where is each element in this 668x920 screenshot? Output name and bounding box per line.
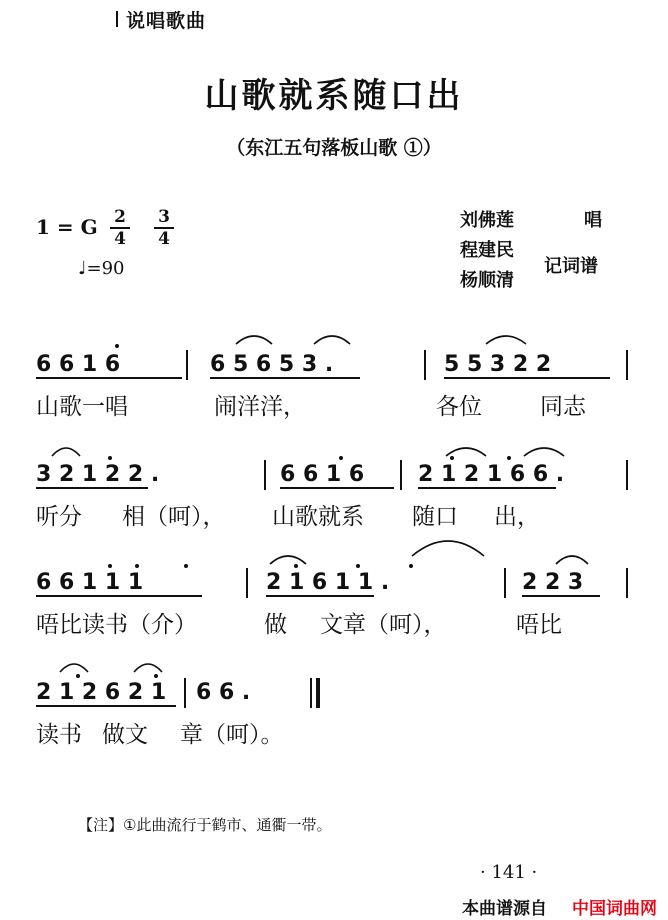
slur: [236, 336, 272, 344]
high-dot: [76, 674, 80, 678]
high-dot: [294, 564, 298, 568]
high-dot: [450, 456, 454, 460]
time-signature-1-den: 4: [114, 229, 126, 249]
line1-measure3: 5 5 3 2 2: [444, 352, 552, 377]
slur: [556, 556, 588, 564]
line2-lyric-a: 听分: [36, 504, 82, 530]
line4-lyric-c: 章（呵）。: [180, 722, 284, 748]
line2-lyric-b: 相（呵），: [122, 504, 226, 530]
page-number: · 141 ·: [480, 862, 538, 883]
line4-measure1: 2 1 2 6 2 1: [36, 680, 167, 705]
line3-lyric-d: 唔比: [516, 612, 562, 638]
slur: [270, 556, 306, 564]
slur: [314, 336, 350, 344]
line1-measure2: 6 5 6 5 3 .: [210, 352, 334, 377]
line4-lyric-b: 做文: [102, 722, 148, 748]
high-dot: [184, 564, 188, 568]
slur: [134, 664, 162, 672]
high-dot: [356, 564, 360, 568]
slur: [60, 664, 88, 672]
line1-lyric-a: 山歌一唱: [36, 394, 128, 420]
slur: [52, 448, 80, 456]
line2-lyric-e: 出，: [494, 504, 540, 530]
high-dot: [507, 456, 511, 460]
line1-lyric-c: 各位: [436, 394, 482, 420]
song-subtitle: （东江五句落板山歌 ①）: [226, 137, 442, 159]
recorder-name-2: 杨顺清: [460, 270, 514, 291]
high-dot: [135, 564, 139, 568]
slur: [524, 448, 564, 456]
time-signature-2-den: 4: [158, 229, 170, 249]
line1-measure1: 6 6 1 6: [36, 352, 121, 377]
line3-measure2: 2 1 6 1 1 .: [266, 570, 390, 595]
key-signature: 1 = G: [36, 215, 98, 239]
song-title: 山歌就系随口出: [204, 76, 464, 116]
line2-lyric-c: 山歌就系: [272, 504, 364, 530]
octave-dots: [76, 344, 511, 678]
time-signature-1-num: 2: [114, 207, 126, 227]
line1-lyric-b: 闹洋洋，: [214, 394, 306, 420]
high-dot: [154, 674, 158, 678]
line3-lyric-b: 做: [264, 612, 287, 638]
slur: [412, 541, 484, 556]
line2-measure1: 3 2 1 2 2 .: [36, 462, 160, 487]
line4-lyric-a: 读书: [36, 722, 82, 748]
line3-measure3: 2 2 3: [522, 570, 584, 595]
source-site[interactable]: 中国词曲网: [572, 899, 657, 919]
recorder-name-1: 程建民: [460, 240, 514, 261]
line4-measure2: 6 6 .: [196, 680, 251, 705]
source-label: 本曲谱源自: [462, 899, 547, 919]
high-dot: [108, 456, 112, 460]
line2-measure3: 2 1 2 1 6 6 .: [418, 462, 565, 487]
high-dot: [108, 564, 112, 568]
high-dot: [115, 344, 119, 348]
line3-lyric-c: 文章（呵），: [320, 612, 447, 638]
slur-marks: [52, 336, 588, 672]
time-signature-2-num: 3: [158, 207, 170, 227]
slur: [446, 448, 486, 456]
singer-name: 刘佛莲: [460, 210, 514, 231]
singer-role: 唱: [584, 210, 602, 231]
line2-measure2: 6 6 1 6: [280, 462, 365, 487]
high-dot: [339, 456, 343, 460]
line1-lyric-d: 同志: [540, 394, 586, 420]
section-header: 说唱歌曲: [126, 10, 207, 32]
beam-lines: [36, 378, 610, 706]
footnote: 【注】①此曲流行于鹤市、通衢一带。: [78, 816, 332, 834]
high-dot: [409, 564, 413, 568]
line3-lyric-a: 唔比读书（介）: [36, 612, 197, 638]
line3-measure1: 6 6 1 1 1: [36, 570, 144, 595]
recorder-role: 记词谱: [544, 256, 598, 277]
slur: [486, 336, 526, 344]
line2-lyric-d: 随口: [412, 504, 458, 530]
tempo-marking: ♩=90: [78, 258, 125, 279]
